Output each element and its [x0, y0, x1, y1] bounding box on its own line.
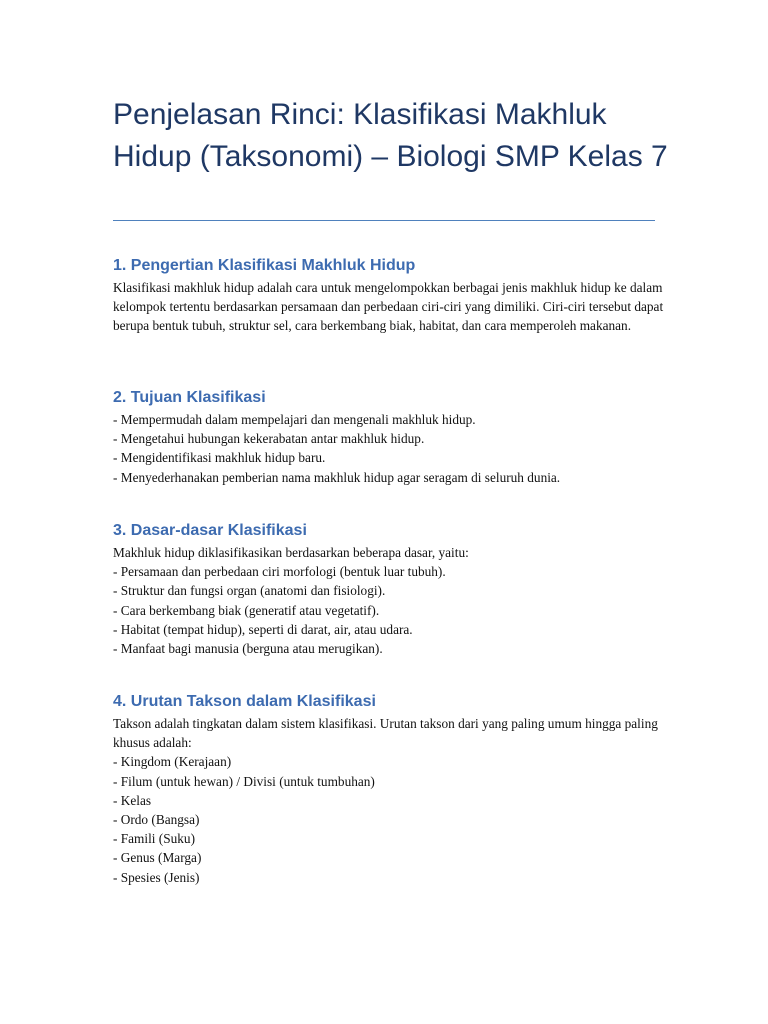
list-item: - Mengidentifikasi makhluk hidup baru. — [113, 450, 326, 466]
section-intro: Makhluk hidup diklasifikasikan berdasarkan beberapa dasar, yaitu: — [113, 545, 469, 560]
list-item: - Habitat (tempat hidup), seperti di darat, air, atau udara. — [113, 621, 413, 637]
section-intro: Takson adalah tingkatan dalam sistem klasifikasi. Urutan takson dari yang paling umum hingga paling khusus adalah: — [113, 716, 658, 751]
section-paragraph: Klasifikasi makhluk hidup adalah cara untuk mengelompokkan berbagai jenis makhluk hidup ke dalam kelompok tertentu berdasarkan persamaan dan perbedaan ciri-ciri yang dimiliki. Ciri-ciri tersebut dapat berupa bentuk tubuh, struktur sel, cara berkembang biak, habitat, dan cara memperoleh makanan. — [113, 280, 664, 334]
list-item: - Cara berkembang biak (generatif atau vegetatif). — [113, 602, 380, 618]
title-underline — [113, 220, 655, 221]
list-item: - Struktur dan fungsi organ (anatomi dan fisiologi). — [113, 583, 386, 599]
list-item: - Filum (untuk hewan) / Divisi (untuk tumbuhan) — [113, 773, 375, 789]
list-item: - Spesies (Jenis) — [113, 869, 200, 885]
section-heading: 2. Tujuan Klasifikasi — [113, 389, 266, 406]
page-title: Penjelasan Rinci: Klasifikasi Makhluk Hidup (Taksonomi) – Biologi SMP Kelas 7 — [113, 98, 668, 173]
bullet-list — [113, 752, 673, 886]
list-item: - Persamaan dan perbedaan ciri morfologi (bentuk luar tubuh). — [113, 564, 446, 580]
section-heading: 3. Dasar-dasar Klasifikasi — [113, 522, 307, 539]
list-item: - Famili (Suku) — [113, 831, 195, 847]
list-item: - Kingdom (Kerajaan) — [113, 754, 232, 770]
list-item: - Ordo (Bangsa) — [113, 812, 200, 828]
list-item: - Mengetahui hubungan kekerabatan antar makhluk hidup. — [113, 431, 425, 447]
list-item: - Mempermudah dalam mempelajari dan mengenali makhluk hidup. — [113, 412, 476, 427]
section-heading: 1. Pengertian Klasifikasi Makhluk Hidup — [113, 257, 416, 274]
bullet-list — [113, 562, 673, 658]
section-dasar — [113, 519, 673, 658]
list-item: - Kelas — [113, 792, 152, 808]
section-tujuan — [113, 386, 673, 487]
list-item: - Menyederhanakan pemberian nama makhluk hidup agar seragam di seluruh dunia. — [113, 469, 561, 485]
section-heading: 4. Urutan Takson dalam Klasifikasi — [113, 693, 376, 710]
list-item: - Genus (Marga) — [113, 850, 202, 866]
bullet-list — [113, 410, 673, 487]
section-urutan-takson — [113, 690, 673, 887]
list-item: - Manfaat bagi manusia (berguna atau merugikan). — [113, 641, 383, 657]
section-pengertian — [113, 254, 673, 336]
